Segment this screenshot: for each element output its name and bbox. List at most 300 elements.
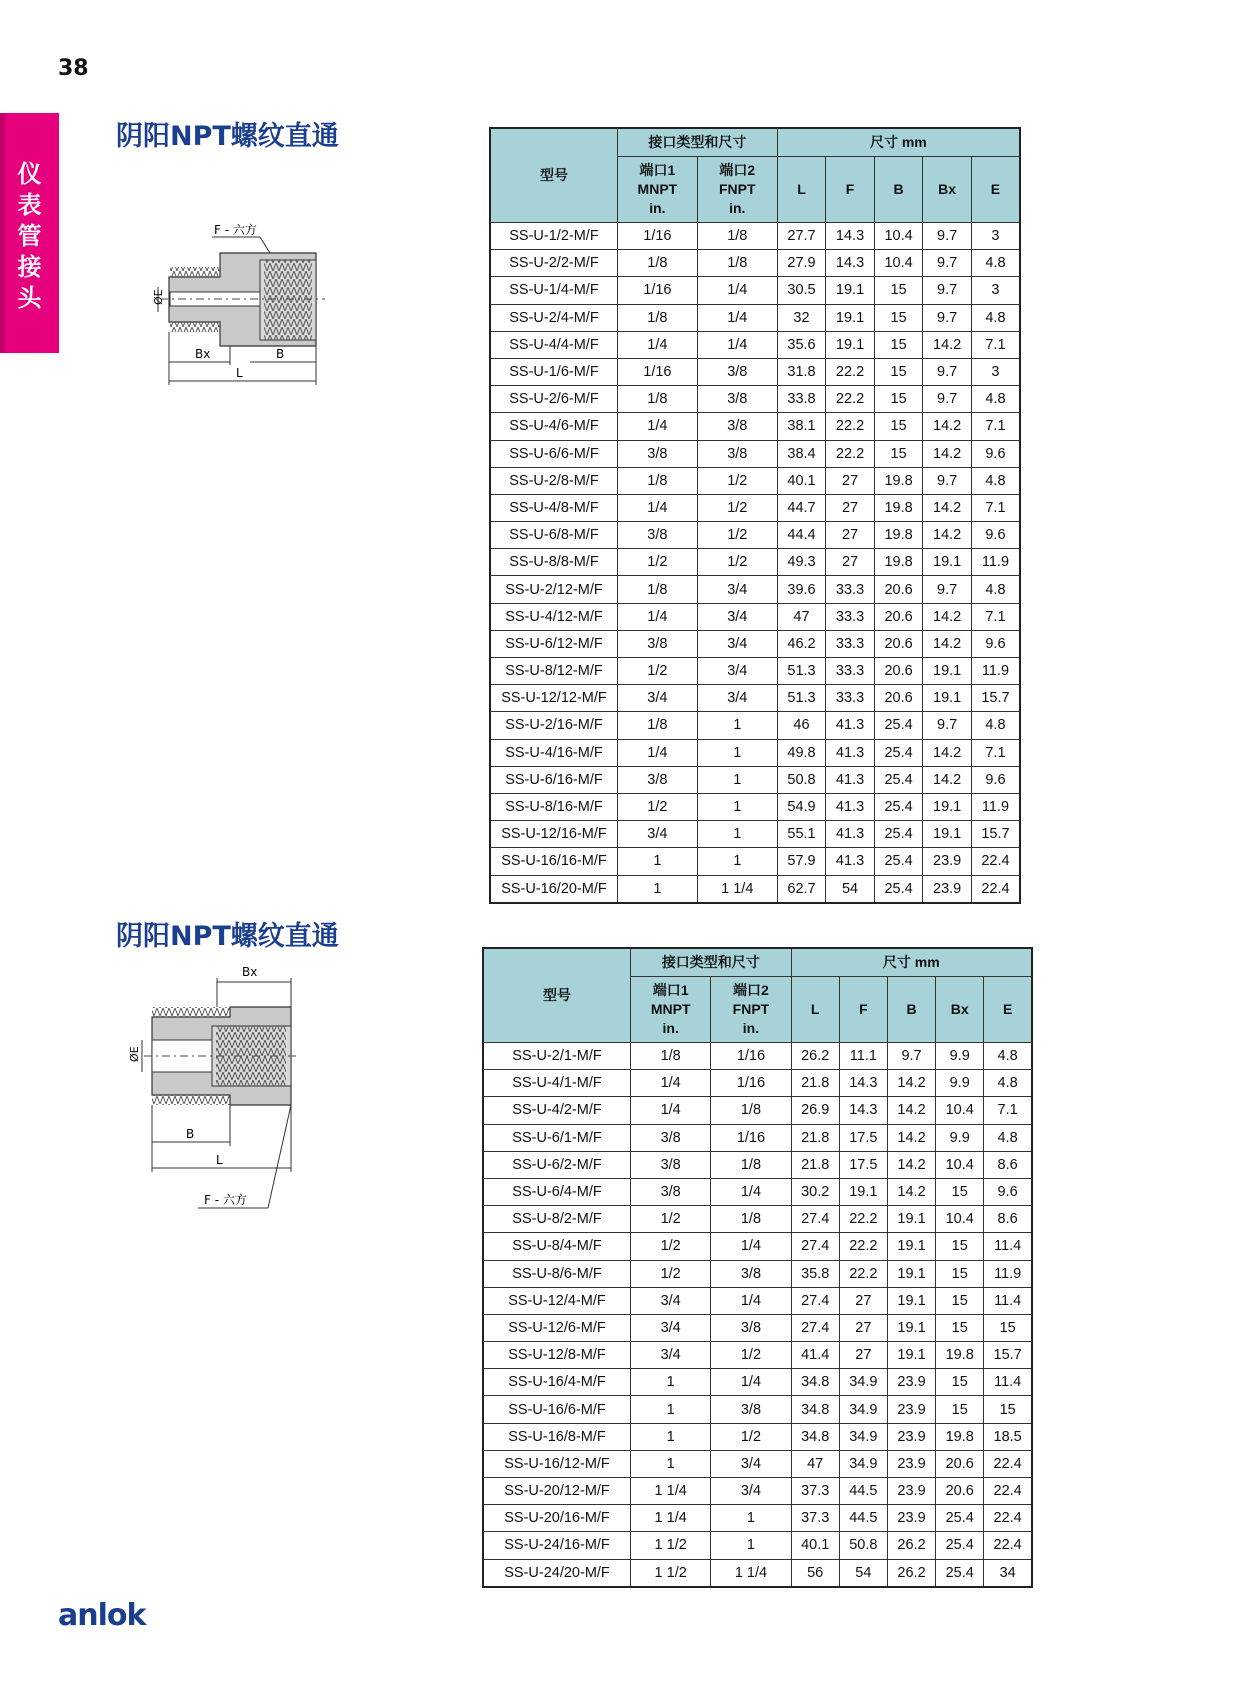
- f-cell: 54: [826, 875, 875, 903]
- e-cell: 9.6: [971, 766, 1020, 793]
- model-cell: SS-U-2/12-M/F: [490, 576, 617, 603]
- b-cell: 23.9: [887, 1478, 935, 1505]
- port2-cell: 3/8: [697, 440, 777, 467]
- port1-cell: 1: [631, 1396, 711, 1423]
- f-cell: 41.3: [826, 766, 875, 793]
- f-cell: 27: [839, 1287, 887, 1314]
- port2-cell: 1/8: [697, 250, 777, 277]
- l-cell: 33.8: [777, 386, 826, 413]
- b-cell: 25.4: [874, 766, 923, 793]
- model-cell: SS-U-1/6-M/F: [490, 358, 617, 385]
- b-cell: 9.7: [887, 1043, 935, 1070]
- l-cell: 27.4: [791, 1287, 839, 1314]
- e-cell: 22.4: [984, 1532, 1032, 1559]
- port1-cell: 1: [617, 848, 697, 875]
- table-row: [483, 1151, 1032, 1178]
- port2-cell: 1/16: [711, 1124, 791, 1151]
- e-cell: 15.7: [971, 821, 1020, 848]
- e-cell: 34: [984, 1559, 1032, 1587]
- l-cell: 26.2: [791, 1043, 839, 1070]
- e-cell: 11.9: [984, 1260, 1032, 1287]
- l-cell: 62.7: [777, 875, 826, 903]
- port2-cell: 1: [697, 848, 777, 875]
- f-cell: 27: [826, 549, 875, 576]
- f-cell: 27: [839, 1342, 887, 1369]
- port1-cell: 3/8: [617, 766, 697, 793]
- table-row: [483, 1396, 1032, 1423]
- port1-cell: 1/4: [617, 413, 697, 440]
- table-row: [490, 603, 1020, 630]
- dim-header-b: B: [874, 157, 923, 223]
- spec-table-body: [483, 1043, 1032, 1587]
- model-cell: SS-U-8/8-M/F: [490, 549, 617, 576]
- model-cell: SS-U-16/20-M/F: [490, 875, 617, 903]
- dim-header-l: L: [777, 157, 826, 223]
- table-row: [490, 712, 1020, 739]
- bx-label: Bx: [195, 347, 211, 361]
- f-cell: 17.5: [839, 1151, 887, 1178]
- table-row: [490, 413, 1020, 440]
- port1-cell: 1/16: [617, 223, 697, 250]
- section-title: 阴阳NPT螺纹直通: [116, 121, 339, 152]
- port1-unit: in.: [649, 200, 666, 216]
- port2-cell: 1 1/4: [711, 1559, 791, 1587]
- e-cell: 15: [984, 1396, 1032, 1423]
- category-side-tab: [0, 113, 59, 353]
- b-cell: 26.2: [887, 1532, 935, 1559]
- model-cell: SS-U-2/4-M/F: [490, 304, 617, 331]
- dim-header-bx: Bx: [936, 977, 984, 1043]
- port2-cell: 1/2: [711, 1342, 791, 1369]
- table-row: [483, 1450, 1032, 1477]
- model-cell: SS-U-12/12-M/F: [490, 685, 617, 712]
- f-cell: 14.3: [826, 250, 875, 277]
- bx-cell: 15: [936, 1260, 984, 1287]
- l-cell: 21.8: [791, 1070, 839, 1097]
- bx-cell: 15: [936, 1314, 984, 1341]
- bx-cell: 9.7: [923, 304, 972, 331]
- l-cell: 35.6: [777, 331, 826, 358]
- table-row: [490, 331, 1020, 358]
- e-cell: 9.6: [971, 522, 1020, 549]
- f-cell: 34.9: [839, 1450, 887, 1477]
- table-row: [483, 1124, 1032, 1151]
- model-cell: SS-U-12/8-M/F: [483, 1342, 631, 1369]
- model-cell: SS-U-6/1-M/F: [483, 1124, 631, 1151]
- model-cell: SS-U-24/20-M/F: [483, 1559, 631, 1587]
- port-group-header: 接口类型和尺寸: [631, 948, 792, 977]
- port2-cell: 3/8: [711, 1396, 791, 1423]
- port1-cell: 3/4: [631, 1342, 711, 1369]
- f-cell: 14.3: [839, 1070, 887, 1097]
- l-cell: 46: [777, 712, 826, 739]
- bx-cell: 10.4: [936, 1151, 984, 1178]
- side-tab-char: 表: [17, 191, 42, 219]
- bx-cell: 9.7: [923, 467, 972, 494]
- dim-header-l: L: [791, 977, 839, 1043]
- dim-header-e: E: [971, 157, 1020, 223]
- port1-cell: 1/2: [631, 1233, 711, 1260]
- l-cell: 57.9: [777, 848, 826, 875]
- e-cell: 11.4: [984, 1287, 1032, 1314]
- b-cell: 19.1: [887, 1233, 935, 1260]
- l-label: L: [216, 1153, 223, 1167]
- bx-cell: 14.2: [923, 630, 972, 657]
- l-cell: 54.9: [777, 793, 826, 820]
- e-cell: 15.7: [971, 685, 1020, 712]
- model-cell: SS-U-6/12-M/F: [490, 630, 617, 657]
- l-cell: 51.3: [777, 658, 826, 685]
- model-cell: SS-U-20/16-M/F: [483, 1505, 631, 1532]
- f-cell: 22.2: [826, 358, 875, 385]
- e-cell: 11.9: [971, 793, 1020, 820]
- l-cell: 35.8: [791, 1260, 839, 1287]
- b-cell: 14.2: [887, 1178, 935, 1205]
- port1-cell: 1/2: [617, 793, 697, 820]
- l-cell: 39.6: [777, 576, 826, 603]
- bx-cell: 9.9: [936, 1070, 984, 1097]
- f-cell: 22.2: [826, 440, 875, 467]
- bx-cell: 19.1: [923, 821, 972, 848]
- port1-cell: 3/4: [617, 685, 697, 712]
- table-row: [490, 766, 1020, 793]
- f-cell: 33.3: [826, 576, 875, 603]
- port1-cell: 1/16: [617, 358, 697, 385]
- model-cell: SS-U-20/12-M/F: [483, 1478, 631, 1505]
- f-cell: 27: [839, 1314, 887, 1341]
- model-cell: SS-U-8/4-M/F: [483, 1233, 631, 1260]
- port1-cell: 1 1/2: [631, 1559, 711, 1587]
- b-cell: 23.9: [887, 1369, 935, 1396]
- b-cell: 20.6: [874, 658, 923, 685]
- l-cell: 34.8: [791, 1423, 839, 1450]
- side-tab-edge: [0, 113, 5, 353]
- port1-cell: 3/8: [631, 1178, 711, 1205]
- table-row: [490, 630, 1020, 657]
- l-cell: 21.8: [791, 1151, 839, 1178]
- e-cell: 18.5: [984, 1423, 1032, 1450]
- bx-cell: 9.7: [923, 386, 972, 413]
- section-title: 阴阳NPT螺纹直通: [116, 921, 339, 952]
- diameter-label: ØE: [128, 1046, 141, 1062]
- f-cell: 22.2: [839, 1260, 887, 1287]
- table-row: [490, 875, 1020, 903]
- bx-cell: 15: [936, 1287, 984, 1314]
- b-cell: 25.4: [874, 848, 923, 875]
- bx-cell: 9.9: [936, 1124, 984, 1151]
- table-row: [490, 494, 1020, 521]
- port1-cell: 1/4: [631, 1097, 711, 1124]
- bx-cell: 15: [936, 1178, 984, 1205]
- bx-cell: 14.2: [923, 766, 972, 793]
- table-row: [490, 685, 1020, 712]
- table-row: [490, 440, 1020, 467]
- port2-cell: 1: [697, 766, 777, 793]
- f-cell: 41.3: [826, 848, 875, 875]
- diameter-label: ØE: [152, 289, 165, 305]
- e-cell: 9.6: [984, 1178, 1032, 1205]
- bx-cell: 25.4: [936, 1559, 984, 1587]
- table-row: [490, 576, 1020, 603]
- b-cell: 20.6: [874, 630, 923, 657]
- e-cell: 7.1: [971, 331, 1020, 358]
- bx-cell: 19.1: [923, 793, 972, 820]
- port2-cell: 3/4: [697, 685, 777, 712]
- port1-cell: 1/8: [617, 467, 697, 494]
- f-cell: 41.3: [826, 739, 875, 766]
- b-cell: 19.8: [874, 467, 923, 494]
- l-cell: 41.4: [791, 1342, 839, 1369]
- bx-cell: 25.4: [936, 1532, 984, 1559]
- port2-cell: 3/8: [697, 386, 777, 413]
- port1-cell: 1/4: [617, 603, 697, 630]
- e-cell: 4.8: [971, 576, 1020, 603]
- table-row: [483, 1505, 1032, 1532]
- port1-cell: 3/4: [617, 821, 697, 848]
- table-row: [490, 821, 1020, 848]
- port2-header: [711, 977, 791, 1043]
- b-cell: 23.9: [887, 1423, 935, 1450]
- port1-cell: 1/4: [617, 331, 697, 358]
- port2-unit: in.: [729, 200, 746, 216]
- spec-table: [482, 947, 1033, 1588]
- port-group-header: 接口类型和尺寸: [617, 128, 777, 157]
- port1-cell: 3/8: [617, 440, 697, 467]
- port1-cell: 1/2: [631, 1260, 711, 1287]
- f-cell: 14.3: [839, 1097, 887, 1124]
- port1-cell: 3/8: [617, 630, 697, 657]
- bx-cell: 19.8: [936, 1342, 984, 1369]
- port1-cell: 1/8: [617, 386, 697, 413]
- table-row: [483, 1559, 1032, 1587]
- bx-cell: 9.9: [936, 1043, 984, 1070]
- b-label: B: [186, 1127, 195, 1141]
- port2-cell: 3/4: [711, 1450, 791, 1477]
- table-row: [483, 1478, 1032, 1505]
- b-cell: 14.2: [887, 1151, 935, 1178]
- model-cell: SS-U-12/16-M/F: [490, 821, 617, 848]
- port1-cell: 1/8: [617, 304, 697, 331]
- port2-cell: 1 1/4: [697, 875, 777, 903]
- b-cell: 25.4: [874, 875, 923, 903]
- e-cell: 7.1: [984, 1097, 1032, 1124]
- dimension-group-header: 尺寸 mm: [791, 948, 1032, 977]
- f-cell: 19.1: [826, 277, 875, 304]
- port2-cell: 1/4: [711, 1233, 791, 1260]
- port2-cell: 1/8: [711, 1151, 791, 1178]
- b-cell: 15: [874, 440, 923, 467]
- b-cell: 19.1: [887, 1342, 935, 1369]
- e-cell: 15: [984, 1314, 1032, 1341]
- e-cell: 7.1: [971, 494, 1020, 521]
- f-cell: 19.1: [839, 1178, 887, 1205]
- l-cell: 51.3: [777, 685, 826, 712]
- l-cell: 27.4: [791, 1233, 839, 1260]
- model-cell: SS-U-2/1-M/F: [483, 1043, 631, 1070]
- table-row: [483, 1287, 1032, 1314]
- f-cell: 34.9: [839, 1369, 887, 1396]
- l-cell: 40.1: [777, 467, 826, 494]
- bx-cell: 9.7: [923, 250, 972, 277]
- e-cell: 22.4: [984, 1478, 1032, 1505]
- l-cell: 37.3: [791, 1505, 839, 1532]
- f-cell: 34.9: [839, 1396, 887, 1423]
- bx-cell: 14.2: [923, 739, 972, 766]
- model-cell: SS-U-4/12-M/F: [490, 603, 617, 630]
- l-cell: 56: [791, 1559, 839, 1587]
- bx-cell: 20.6: [936, 1478, 984, 1505]
- e-cell: 8.6: [984, 1151, 1032, 1178]
- b-cell: 15: [874, 277, 923, 304]
- f-cell: 22.2: [826, 386, 875, 413]
- bx-cell: 9.7: [923, 358, 972, 385]
- l-cell: 38.1: [777, 413, 826, 440]
- l-cell: 44.7: [777, 494, 826, 521]
- page-number: 38: [58, 56, 89, 81]
- b-cell: 19.1: [887, 1206, 935, 1233]
- port1-cell: 1/8: [631, 1043, 711, 1070]
- b-cell: 19.8: [874, 522, 923, 549]
- b-cell: 15: [874, 386, 923, 413]
- l-cell: 49.8: [777, 739, 826, 766]
- side-tab-char: 头: [17, 284, 42, 312]
- b-cell: 23.9: [887, 1396, 935, 1423]
- port2-cell: 3/8: [697, 358, 777, 385]
- port1-cell: 1: [631, 1369, 711, 1396]
- model-cell: SS-U-8/12-M/F: [490, 658, 617, 685]
- e-cell: 11.4: [984, 1233, 1032, 1260]
- port2-cell: 3/8: [697, 413, 777, 440]
- b-cell: 15: [874, 358, 923, 385]
- f-cell: 33.3: [826, 685, 875, 712]
- dim-header-f: F: [826, 157, 875, 223]
- f-cell: 19.1: [826, 304, 875, 331]
- port2-cell: 1/2: [697, 549, 777, 576]
- port2-label: 端口2: [733, 982, 769, 998]
- l-cell: 27.4: [791, 1206, 839, 1233]
- port1-cell: 3/8: [617, 522, 697, 549]
- dimension-group-header: 尺寸 mm: [777, 128, 1020, 157]
- table-row: [483, 1532, 1032, 1559]
- e-cell: 4.8: [971, 467, 1020, 494]
- port2-label: 端口2: [719, 162, 756, 178]
- e-cell: 7.1: [971, 739, 1020, 766]
- f-cell: 33.3: [826, 658, 875, 685]
- port2-cell: 1/16: [711, 1070, 791, 1097]
- table-row: [490, 223, 1020, 250]
- b-cell: 19.1: [887, 1260, 935, 1287]
- l-cell: 47: [777, 603, 826, 630]
- bx-cell: 23.9: [923, 848, 972, 875]
- e-cell: 3: [971, 223, 1020, 250]
- port2-cell: 1: [711, 1505, 791, 1532]
- e-cell: 9.6: [971, 630, 1020, 657]
- e-cell: 22.4: [971, 848, 1020, 875]
- port1-cell: 3/4: [631, 1314, 711, 1341]
- model-cell: SS-U-16/12-M/F: [483, 1450, 631, 1477]
- bx-cell: 15: [936, 1369, 984, 1396]
- port2-cell: 1/4: [711, 1287, 791, 1314]
- bx-cell: 14.2: [923, 331, 972, 358]
- port1-unit: in.: [662, 1020, 679, 1036]
- table-row: [483, 1314, 1032, 1341]
- port2-cell: 3/4: [711, 1478, 791, 1505]
- side-tab-char: 接: [17, 253, 42, 281]
- port1-cell: 1/4: [617, 739, 697, 766]
- l-cell: 30.5: [777, 277, 826, 304]
- model-cell: SS-U-4/4-M/F: [490, 331, 617, 358]
- b-cell: 19.8: [874, 494, 923, 521]
- dim-header-bx: Bx: [923, 157, 972, 223]
- port2-cell: 1/2: [711, 1423, 791, 1450]
- f-cell: 22.2: [839, 1233, 887, 1260]
- port2-cell: 1: [697, 793, 777, 820]
- table-row: [483, 1369, 1032, 1396]
- port1-label: 端口1: [652, 982, 689, 998]
- bx-cell: 10.4: [936, 1097, 984, 1124]
- model-cell: SS-U-4/2-M/F: [483, 1097, 631, 1124]
- port2-cell: 1: [697, 739, 777, 766]
- b-cell: 14.2: [887, 1070, 935, 1097]
- f-cell: 50.8: [839, 1532, 887, 1559]
- port2-cell: 1: [711, 1532, 791, 1559]
- l-cell: 34.8: [791, 1369, 839, 1396]
- e-cell: 22.4: [984, 1505, 1032, 1532]
- table-row: [483, 1097, 1032, 1124]
- e-cell: 8.6: [984, 1206, 1032, 1233]
- table-row: [483, 1206, 1032, 1233]
- b-cell: 25.4: [874, 821, 923, 848]
- e-cell: 22.4: [971, 875, 1020, 903]
- l-cell: 38.4: [777, 440, 826, 467]
- f-cell: 17.5: [839, 1124, 887, 1151]
- b-label: B: [276, 347, 285, 361]
- e-cell: 9.6: [971, 440, 1020, 467]
- b-cell: 26.2: [887, 1559, 935, 1587]
- l-cell: 32: [777, 304, 826, 331]
- b-cell: 15: [874, 304, 923, 331]
- l-cell: 37.3: [791, 1478, 839, 1505]
- b-cell: 19.1: [887, 1314, 935, 1341]
- port2-unit: in.: [742, 1020, 760, 1036]
- model-header: 型号: [490, 128, 617, 223]
- port2-cell: 3/4: [697, 576, 777, 603]
- port2-type: FNPT: [718, 181, 756, 197]
- table-row: [490, 739, 1020, 766]
- port2-cell: 1/16: [711, 1043, 791, 1070]
- bx-cell: 14.2: [923, 494, 972, 521]
- port1-cell: 1/8: [617, 250, 697, 277]
- b-cell: 20.6: [874, 603, 923, 630]
- l-cell: 50.8: [777, 766, 826, 793]
- model-cell: SS-U-2/2-M/F: [490, 250, 617, 277]
- port1-cell: 1 1/4: [631, 1505, 711, 1532]
- l-cell: 30.2: [791, 1178, 839, 1205]
- port2-cell: 1/2: [697, 522, 777, 549]
- model-cell: SS-U-8/6-M/F: [483, 1260, 631, 1287]
- e-cell: 4.8: [984, 1124, 1032, 1151]
- port2-cell: 1/4: [711, 1178, 791, 1205]
- port1-cell: 1/2: [617, 549, 697, 576]
- l-cell: 27.4: [791, 1314, 839, 1341]
- f-cell: 27: [826, 494, 875, 521]
- b-cell: 10.4: [874, 250, 923, 277]
- bx-cell: 9.7: [923, 712, 972, 739]
- f-cell: 22.2: [839, 1206, 887, 1233]
- side-tab-char: 管: [17, 222, 42, 250]
- f-cell: 33.3: [826, 603, 875, 630]
- f-cell: 41.3: [826, 821, 875, 848]
